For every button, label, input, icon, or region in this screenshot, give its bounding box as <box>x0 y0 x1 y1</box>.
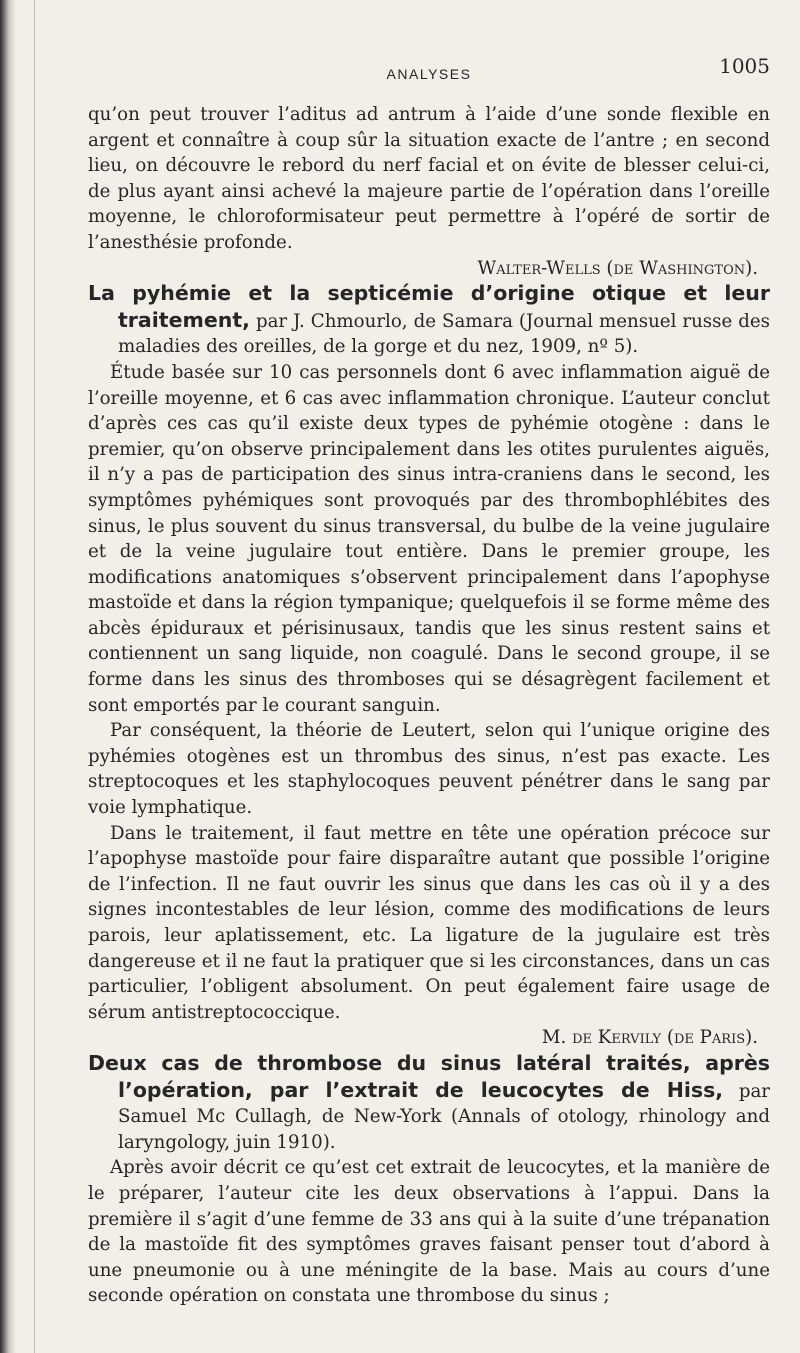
page-edge-line <box>34 0 35 1353</box>
paragraph: Étude basée sur 10 cas personnels dont 6 avec inflammation aiguë de l’oreille moyenne, et 6 cas avec inflammation chronique. L’auteur conclut d’après ces cas qu’il existe deux types de pyhémie otogène : dans le premier, qu’on observe principalement dans les otites purulentes aiguës, il n’y a pas de participation des sinus intra-craniens dans le second, les symptômes pyhémiques sont provoqués par des thrombophlébites des sinus, le plus souvent du sinus transversal, du bulbe de la veine jugulaire et de la veine jugulaire tout entière. Dans le premier groupe, les modifications anatomiques s’observent principalement dans l’apophyse mastoïde et dans la région tympanique; quelquefois il se forme même des abcès épiduraux et périsinusaux, tandis que les sinus restent sains et contiennent un sang liquide, non coagulé. Dans le second groupe, il se forme dans les sinus des thromboses qui se désagrègent facilement et sont emportés par le courant sanguin. <box>88 361 770 716</box>
article-title: La pyhémie et la septicémie d’origine otique et leur traitement, <box>88 281 770 332</box>
page-number: 1005 <box>719 54 770 78</box>
paragraph: Dans le traitement, il faut mettre en tête une opération précoce sur l’apophyse mastoïde pour faire disparaître autant que possible l’origine de l’infection. Il ne faut ouvrir les sinus que dans les cas où il y a des signes incontestables de leur lésion, comme des modifications de leurs parois, leur aplatissement, etc. La ligature de la jugulaire est très dangereuse et il ne faut la pratiquer que si les circonstances, dans un cas particulier, l’obligent absolument. On peut également faire usage de sérum antistreptococcique. <box>88 822 770 1023</box>
review-signature: M. de Kervily (de Paris). <box>541 1027 758 1049</box>
article-heading <box>88 1051 770 1155</box>
page-content <box>88 40 770 1309</box>
article-source: par Samuel Mc Cullagh, de New-York (Annals of otology, rhinology and laryngology, juin 1910). <box>118 1080 770 1153</box>
paragraph: Par conséquent, la théorie de Leutert, selon qui l’unique origine des pyhémies otogènes est un thrombus des sinus, n’est pas exacte. Les streptocoques et les staphylocoques peuvent pénétrer dans le sang par voie lymphatique. <box>88 720 770 819</box>
article-source: par J. Chmourlo, de Samara (Journal mensuel russe des maladies des oreilles, de la gorge et du nez, 1909, nº 5). <box>118 310 770 358</box>
running-title: ANALYSES <box>386 66 472 82</box>
article-title: Deux cas de thrombose du sinus latéral traités, après l’opération, par l’extrait de leucocytes de Hiss, <box>88 1050 770 1102</box>
binding-shadow <box>0 0 16 1353</box>
article-heading <box>88 281 770 360</box>
paragraph: Après avoir décrit ce qu’est cet extrait de leucocytes, et la manière de le préparer, l’auteur cite les deux observations à l’appui. Dans la première il s’agit d’une femme de 33 ans qui à la suite d’une trépanation de la mastoïde fit des symptômes graves faisant penser tout d’abord à une pneumonie ou à une méningite de la base. Mais au cours d’une seconde opération on constata une thrombose du sinus ; <box>88 1157 770 1307</box>
paragraph-continuation: qu’on peut trouver l’aditus ad antrum à l’aide d’une sonde flexible en argent et connaître à coup sûr la situation exacte de l’antre ; en second lieu, on découvre le rebord du nerf facial et on évite de blesser celui-ci, de plus ayant ainsi achevé la majeure partie de l’opération dans l’oreille moyenne, le chloroformisateur peut permettre à l’opéré de sortir de l’anesthésie profonde. <box>88 104 770 253</box>
running-header <box>88 40 770 102</box>
review-signature: Walter-Wells (de Washington). <box>477 257 758 279</box>
